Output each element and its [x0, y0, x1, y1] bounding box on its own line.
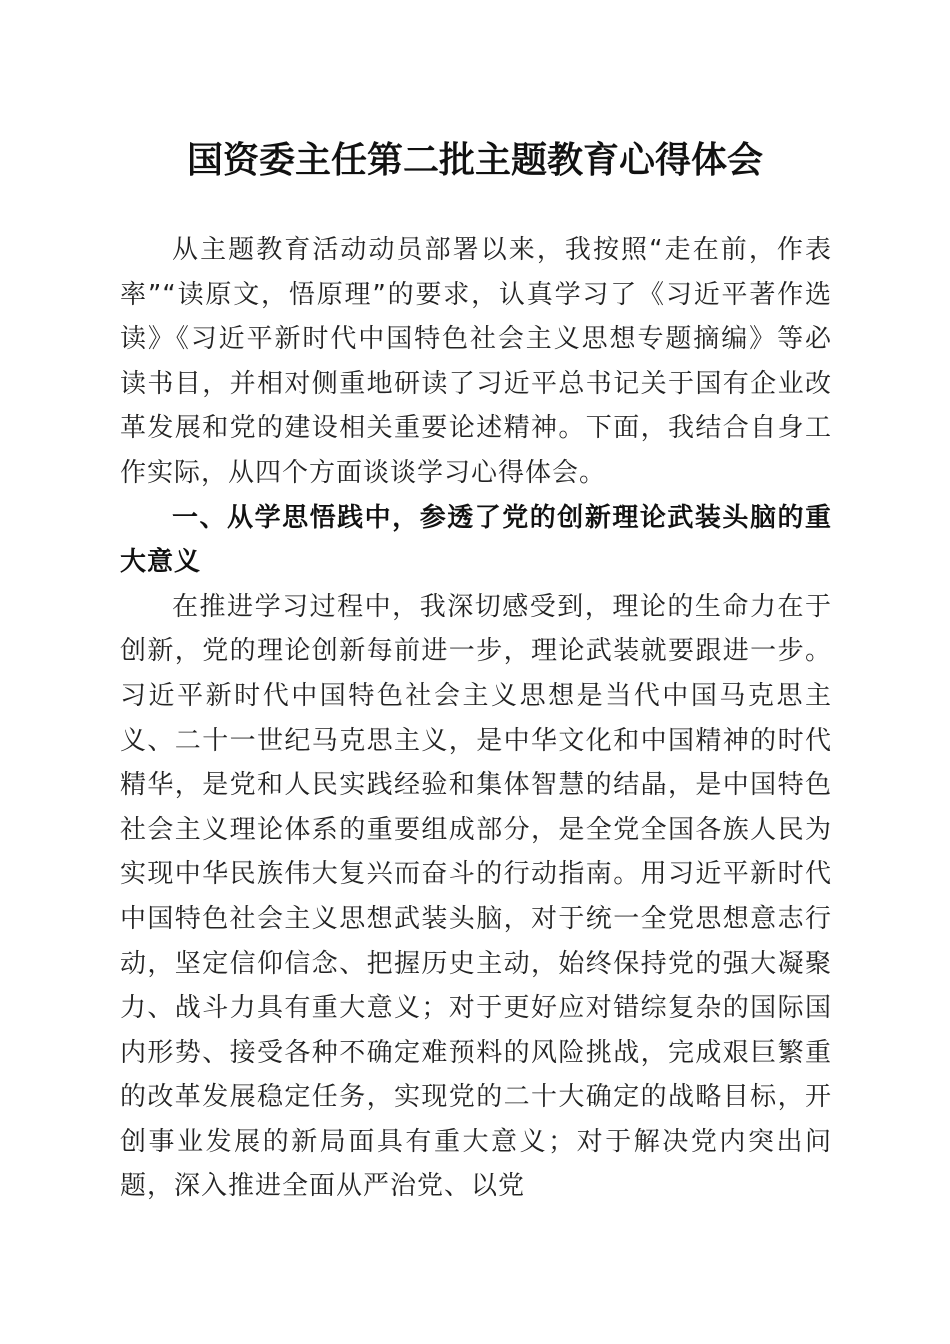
document-title: 国资委主任第二批主题教育心得体会: [186, 139, 763, 181]
section-1-paragraph: 在推进学习过程中，我深切感受到，理论的生命力在于创新，党的理论创新每前进一步，理论武装就要跟进一步。习近平新时代中国特色社会主义思想是当代中国马克思主义、二十一世纪马克思主义，是中华文化和中国精神的时代精华，是党和人民实践经验和集体智慧的结晶，是中国特色社会主义理论体系的重要组成部分，是全党全国各族人民为实现中华民族伟大复兴而奋斗的行动指南。用习近平新时代中国特色社会主义思想武装头脑，对于统一全党思想意志行动，坚定信仰信念、把握历史主动，始终保持党的强大凝聚力、战斗力具有重大意义；对于更好应对错综复杂的国际国内形势、接受各种不确定难预料的风险挑战，完成艰巨繁重的改革发展稳定任务，实现党的二十大确定的战略目标，开创事业发展的新局面具有重大意义；对于解决党内突出问题，深入推进全面从严治党、以党: [120, 591, 832, 1202]
document-body: [120, 228, 832, 1209]
section-heading-1: 一、从学思悟践中，参透了党的创新理论武装头脑的重大意义: [120, 502, 832, 578]
intro-paragraph: 从主题教育活动动员部署以来，我按照“走在前，作表率”“读原文，悟原理”的要求，认真学习了《习近平著作选读》《习近平新时代中国特色社会主义思想专题摘编》等必读书目，并相对侧重地研读了习近平总书记关于国有企业改革发展和党的建设相关重要论述精神。下面，我结合自身工作实际，从四个方面谈谈学习心得体会。: [120, 235, 832, 488]
